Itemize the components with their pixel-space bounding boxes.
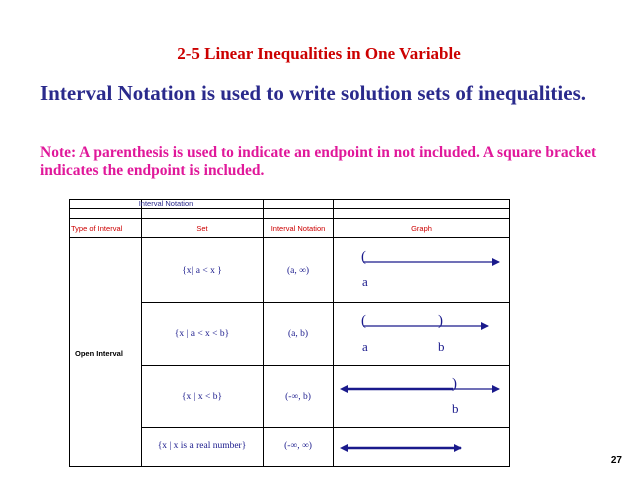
header-type: Type of Interval	[71, 224, 123, 233]
type-open-interval: Open Interval	[75, 349, 123, 358]
table-caption: Interval Notation	[138, 199, 194, 208]
row2-left-label: a	[362, 339, 368, 354]
page-number: 27	[610, 455, 622, 466]
row1-notation: (a, ∞)	[286, 266, 310, 276]
row4-set: {x | x is a real number}	[157, 441, 247, 451]
slide-subtitle: 2-5 Linear Inequalities in One Variable	[177, 44, 461, 63]
row2-notation: (a, b)	[287, 329, 309, 339]
slide-note: Note: A parenthesis is used to indicate an endpoint in not included. A square bracket indicates the endpoint is included.	[40, 144, 597, 179]
slide-heading: Interval Notation is used to write solution sets of inequalities.	[40, 81, 586, 105]
row1-set: {x| a < x }	[182, 266, 222, 276]
row4-notation: (-∞, ∞)	[284, 441, 312, 451]
header-set: Set	[196, 224, 208, 233]
row3-right-paren: )	[452, 376, 457, 392]
row3-set: {x | x < b}	[181, 392, 223, 402]
row2-set: {x | a < x < b}	[174, 329, 230, 339]
row2-right-label: b	[438, 339, 445, 354]
row1-left-label: a	[362, 274, 368, 289]
row3-right-label: b	[452, 401, 459, 416]
interval-notation-table	[69, 199, 510, 467]
row3-notation: (-∞, b)	[285, 392, 311, 402]
row2-left-paren: (	[361, 313, 366, 329]
row2-right-paren: )	[438, 313, 443, 329]
row1-left-paren: (	[361, 249, 366, 265]
graph-area	[333, 237, 510, 467]
header-graph: Graph	[411, 224, 432, 233]
header-notation: Interval Notation	[270, 224, 326, 233]
